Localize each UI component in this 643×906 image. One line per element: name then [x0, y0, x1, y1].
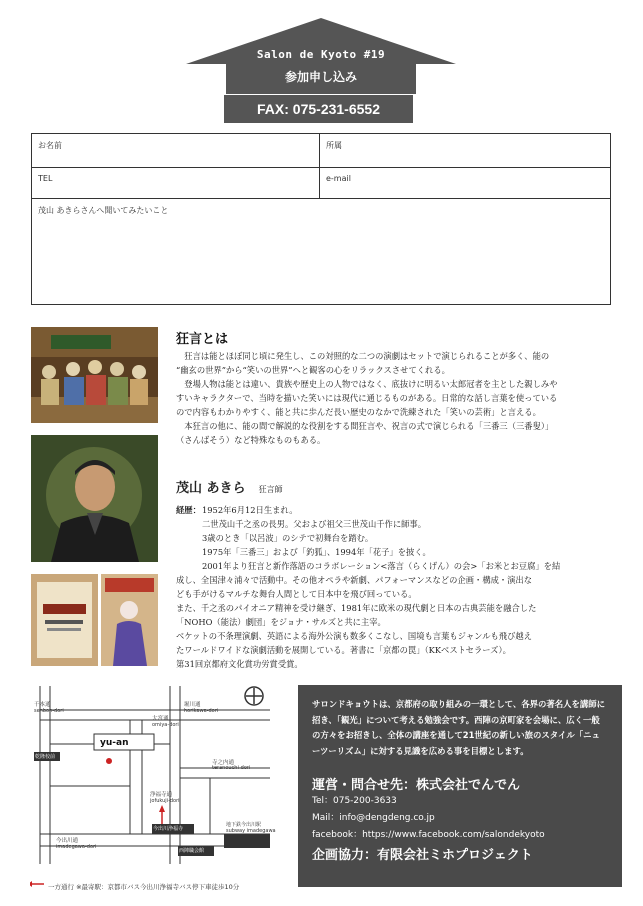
profile-heading [176, 477, 283, 496]
application-form [31, 133, 611, 305]
street-label: 千本通 [34, 702, 51, 708]
career-line: 第31回京都府文化賞功労賞受賞。 [176, 659, 303, 669]
career-line: たワールドワイドな演劇活動を展開している。著書に「京都の罠」（KKベストセラーズ）。 [176, 645, 511, 655]
gym-label: 乾隆校前 [35, 754, 56, 760]
event-title: Salon de Kyoto #19 [256, 48, 386, 61]
street-label: 寺之内通 [212, 760, 235, 766]
career-label: 経歴： [176, 505, 201, 515]
magazine-cover-photo [101, 574, 158, 666]
subway-en-label: subway imadegawa [226, 828, 276, 834]
event-subtitle: 参加申し込み [284, 70, 357, 84]
info-panel [298, 685, 622, 887]
subway-label: 地下鉄今出川駅 [226, 822, 262, 828]
street-label: 浄福寺通 [150, 792, 173, 798]
kyogen-line: 狂言は能とほぼ同じ頃に発生し、この対照的な二つの演劇はセットで演じられることが多く、能の [176, 351, 550, 361]
kyogen-line: （さんばそう）など特殊なものもある。 [176, 435, 326, 445]
street-label: senbon-dori [34, 708, 64, 714]
street-label: horikawa-dori [184, 708, 219, 714]
career-line: 「NOHO（能法）劇団」をジョナ・サルズと共に主宰。 [176, 617, 386, 627]
contact-tel[interactable]: Tel：075-200-3633 [312, 796, 397, 806]
contact-facebook[interactable]: facebook：https://www.facebook.com/salondekyoto [312, 830, 545, 840]
career-line: ベケットの不条理演劇、英語による海外公演も数多くこなし、国境も言葉もジャンルも飛び越え [176, 631, 532, 641]
street-label: teranouchi-dori [212, 765, 251, 771]
street-label: jofukuji-dori [150, 798, 180, 804]
career-line: 2001年より狂言と新作落語のコラボレーション<落言（らくげん）の会>「お米とお豆腐」を結 [202, 561, 561, 571]
kyogen-line: すいキャラクターで、当時を描いた笑いには現代に通じるものがある。日常的な話し言葉を使っている [176, 393, 558, 403]
contact-mail[interactable]: Mail：info@dengdeng.co.jp [312, 813, 435, 823]
tel-field[interactable]: TEL [38, 174, 53, 183]
kyogen-line: “幽玄の世界”から“笑いの世界”へと観客の心をリラックスさせてくれる。 [176, 365, 450, 375]
kyogen-stage-photo [31, 327, 158, 423]
career-line: ども手がけるマルチな舞台人間として日本中を飛び回っている。 [176, 589, 417, 599]
kyogen-line: 本狂言の他に、能の間で解説的な役割をする間狂言や、祝言の式で演じられる「三番三（三番叟）」 [176, 421, 554, 431]
kyogen-line: 登場人物は能とは違い、貴族や歴史上の人物ではなく、底抜けに明るい太郎冠者を主とした親しみや [176, 379, 558, 389]
kyogen-heading: 狂言とは [176, 332, 229, 347]
name-field[interactable]: お名前 [38, 141, 62, 150]
street-label: 大宮通 [152, 716, 169, 722]
bus-stop-label: 今出川浄福寺 [153, 826, 184, 832]
contact-heading: 運営・問合せ先：株式会社でんでん [312, 778, 521, 793]
career-line: 1975年「三番三」および「釣狐」、1994年「花子」を披く。 [202, 547, 431, 557]
portrait-photo [31, 435, 158, 562]
career-line: 1952年6月12日生まれ。 [202, 505, 298, 515]
book-cover-photo [31, 574, 98, 666]
career-line: また、千之丞のパイオニア精神を受け継ぎ、1981年に欧米の現代劇と日本の古典芸能を融合した [176, 603, 537, 613]
street-label: imadegawa-dori [56, 844, 97, 850]
kyogen-description [176, 349, 616, 447]
affiliation-field[interactable]: 所属 [326, 141, 342, 150]
hall-label: 西陣職会館 [179, 848, 205, 854]
kyogen-line: ので内容もわかりやすく、能と共に歩んだ長い歴史のなかで洗練された「笑いの芸術」と言える。 [176, 407, 541, 417]
fax-number: FAX: 075-231-6552 [224, 95, 413, 123]
salon-description: サロンドキョウトは、京都府の取り組みの一環として、各界の著名人を講師に招き、「観光」について考える勉強会です。西陣の京町家を会場に、広く一般の方々をお招きし、全体の講座を通して21世紀の新しい旅のスタイル「ニューツーリズム」に対する見識を広める事を目標とします。 [312, 699, 605, 756]
career-line: 成し、全国津々浦々で活動中。その他オペラや新劇、パフォーマンスなどの企画・構成・演出な [176, 575, 533, 585]
career-line: 3歳のとき「以呂波」のシテで初舞台を踏む。 [202, 533, 374, 543]
map-footnote: 一方通行 ※最寄駅：京都市バス今出川浄福寺バス停下車徒歩10分 [48, 883, 240, 891]
street-label: 堀川通 [184, 702, 201, 708]
access-map [30, 686, 270, 891]
cooperation-credit: 企画協力：有限会社ミホプロジェクト [312, 848, 533, 863]
venue-label: yu-an [100, 738, 129, 748]
street-label: omiya-dori [152, 722, 179, 728]
question-field[interactable]: 茂山 あきらさんへ聞いてみたいこと [38, 206, 169, 215]
profile-name: 茂山 あきら [176, 481, 246, 496]
profile-role: 狂言師 [258, 485, 283, 494]
career-line: 二世茂山千之丞の長男。父および祖父三世茂山千作に師事。 [202, 519, 427, 529]
email-field[interactable]: e-mail [326, 174, 351, 183]
street-label: 今出川通 [56, 838, 79, 844]
